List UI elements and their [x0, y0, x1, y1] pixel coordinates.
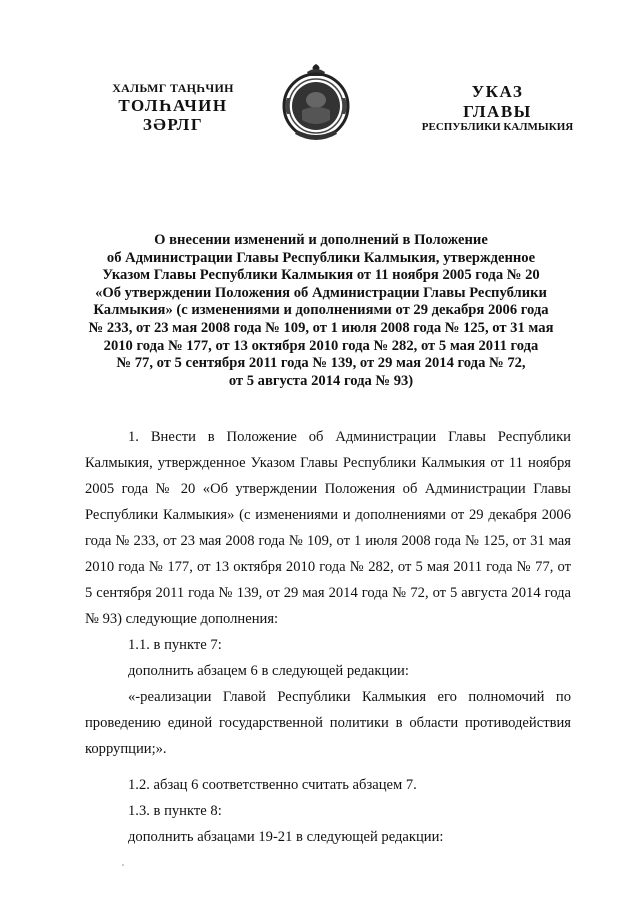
title-line: Калмыкия» (с изменениями и дополнениями от 29 декабря 2006 года [93, 302, 549, 319]
paragraph-1-1-a: дополнить абзацем 6 в следующей редакции: [128, 663, 409, 679]
header-right [405, 82, 590, 134]
header-left-line1: ХАЛЬМГ ТАҢҺЧИН [112, 81, 234, 95]
paragraph-1-3-a: дополнить абзацами 19-21 в следующей редакции: [128, 829, 444, 845]
scan-speck [122, 864, 124, 866]
document-title [82, 232, 560, 390]
paragraph-1-1-b: «-реализации Главой Республики Калмыкия его полномочий по проведению единой государственной политики в области противодействия коррупции;». [85, 689, 571, 757]
title-line: № 77, от 5 сентября 2011 года № 139, от 29 мая 2014 года № 72, [116, 355, 526, 372]
header-right-line2: ГЛАВЫ [463, 101, 532, 121]
title-line: от 5 августа 2014 года № 93) [228, 372, 414, 389]
title-line: 2010 года № 177, от 13 октября 2010 года № 282, от 5 мая 2011 года [103, 337, 539, 354]
title-line: № 233, от 23 мая 2008 года № 109, от 1 июля 2008 года № 125, от 31 мая [88, 319, 554, 336]
header-left [98, 82, 248, 135]
title-line: Указом Главы Республики Калмыкия от 11 ноября 2005 года № 20 [102, 267, 540, 284]
header-left-line2: ТОЛҺАЧИН [118, 95, 228, 115]
kalmykia-emblem-icon [277, 58, 355, 148]
header-right-line1: УКАЗ [471, 82, 524, 101]
paragraph-1-1: 1.1. в пункте 7: [128, 637, 222, 653]
title-line: О внесении изменений и дополнений в Положение [154, 232, 488, 248]
header-left-line3: ЗӘРЛГ [142, 115, 204, 135]
title-line: «Об утверждении Положения об Администрации Главы Республики [95, 284, 547, 301]
document-body [85, 424, 571, 850]
title-line: об Администрации Главы Республики Калмыкия, утвержденное [106, 249, 536, 266]
paragraph-1: 1. Внести в Положение об Администрации Главы Республики Калмыкия, утвержденное Указом Главы Республики Калмыкия от 11 ноября 2005 года № 20 «Об утверждении Положения об Администрации Главы Республики Калмыкия» (с изменениями и дополнениями от 29 декабря 2006 года № 233, от 23 мая 2008 года № 109, от 1 июля 2008 года № 125, от 31 мая 2010 года № 177, от 13 октября 2010 года № 282, от 5 мая 2011 года № 77, от 5 сентября 2011 года № 139, от 29 мая 2014 года № 72, от 5 августа 2014 года № 93) следующие дополнения: [85, 429, 571, 627]
header-right-line3: РЕСПУБЛИКИ КАЛМЫКИЯ [421, 121, 574, 134]
paragraph-1-3: 1.3. в пункте 8: [128, 803, 222, 819]
paragraph-1-2: 1.2. абзац 6 соответственно считать абзацем 7. [128, 777, 417, 793]
